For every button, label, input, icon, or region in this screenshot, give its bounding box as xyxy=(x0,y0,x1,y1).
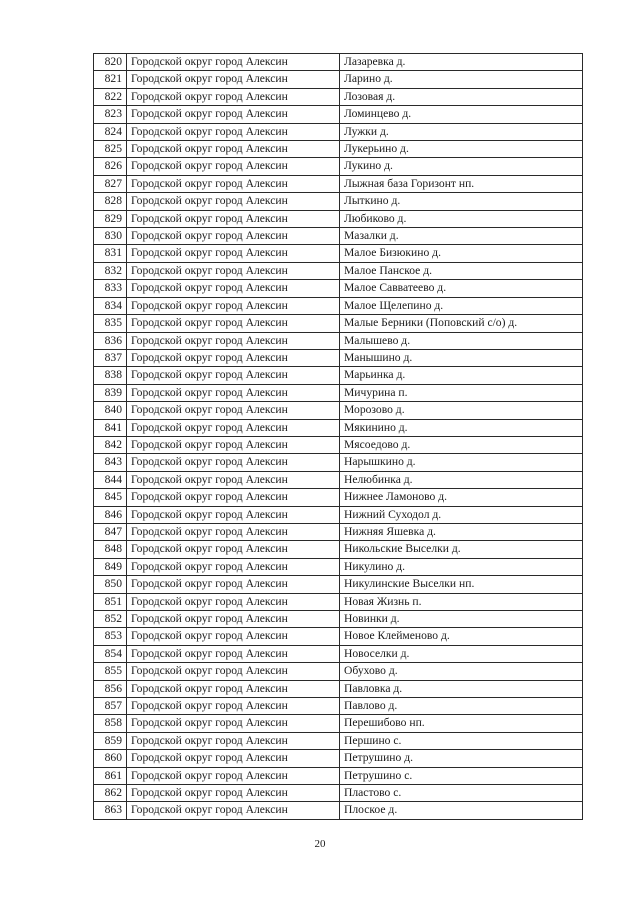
table-row xyxy=(94,767,583,784)
table-row xyxy=(94,54,583,71)
table-row xyxy=(94,280,583,297)
row-number-cell: 852 xyxy=(94,611,127,628)
row-number-cell: 842 xyxy=(94,436,127,453)
settlement-cell: Никольские Выселки д. xyxy=(340,541,583,558)
settlement-cell: Никулино д. xyxy=(340,558,583,575)
table-row xyxy=(94,680,583,697)
settlement-cell: Нижняя Яшевка д. xyxy=(340,523,583,540)
settlement-cell: Малое Панское д. xyxy=(340,262,583,279)
district-cell: Городской округ город Алексин xyxy=(127,349,340,366)
district-cell: Городской округ город Алексин xyxy=(127,88,340,105)
settlement-cell: Малое Бизюкино д. xyxy=(340,245,583,262)
settlement-cell: Новая Жизнь п. xyxy=(340,593,583,610)
district-cell: Городской округ город Алексин xyxy=(127,471,340,488)
settlement-cell: Лукерьино д. xyxy=(340,141,583,158)
table-row xyxy=(94,106,583,123)
district-cell: Городской округ город Алексин xyxy=(127,315,340,332)
table-row xyxy=(94,785,583,802)
row-number-cell: 840 xyxy=(94,402,127,419)
row-number-cell: 851 xyxy=(94,593,127,610)
settlement-cell: Малышево д. xyxy=(340,332,583,349)
row-number-cell: 849 xyxy=(94,558,127,575)
table-row xyxy=(94,419,583,436)
district-cell: Городской округ город Алексин xyxy=(127,523,340,540)
table-row xyxy=(94,715,583,732)
district-cell: Городской округ город Алексин xyxy=(127,436,340,453)
row-number-cell: 831 xyxy=(94,245,127,262)
district-cell: Городской округ город Алексин xyxy=(127,106,340,123)
table-row xyxy=(94,262,583,279)
district-cell: Городской округ город Алексин xyxy=(127,228,340,245)
settlement-cell: Лозовая д. xyxy=(340,88,583,105)
row-number-cell: 860 xyxy=(94,750,127,767)
district-cell: Городской округ город Алексин xyxy=(127,141,340,158)
table-row xyxy=(94,802,583,819)
table-row xyxy=(94,523,583,540)
table-row xyxy=(94,245,583,262)
table-row xyxy=(94,123,583,140)
table-row xyxy=(94,611,583,628)
table-row xyxy=(94,297,583,314)
district-cell: Городской округ город Алексин xyxy=(127,280,340,297)
settlement-cell: Мичурина п. xyxy=(340,384,583,401)
district-cell: Городской округ город Алексин xyxy=(127,210,340,227)
district-cell: Городской округ город Алексин xyxy=(127,506,340,523)
table-row xyxy=(94,506,583,523)
settlement-cell: Павловка д. xyxy=(340,680,583,697)
table-row xyxy=(94,489,583,506)
row-number-cell: 821 xyxy=(94,71,127,88)
row-number-cell: 857 xyxy=(94,698,127,715)
row-number-cell: 833 xyxy=(94,280,127,297)
row-number-cell: 850 xyxy=(94,576,127,593)
row-number-cell: 854 xyxy=(94,645,127,662)
row-number-cell: 839 xyxy=(94,384,127,401)
page-number: 20 xyxy=(314,838,326,850)
settlement-cell: Марьинка д. xyxy=(340,367,583,384)
table-row xyxy=(94,210,583,227)
row-number-cell: 848 xyxy=(94,541,127,558)
row-number-cell: 824 xyxy=(94,123,127,140)
district-cell: Городской округ город Алексин xyxy=(127,767,340,784)
table-row xyxy=(94,558,583,575)
row-number-cell: 827 xyxy=(94,175,127,192)
row-number-cell: 859 xyxy=(94,732,127,749)
district-cell: Городской округ город Алексин xyxy=(127,367,340,384)
settlement-cell: Нелюбинка д. xyxy=(340,471,583,488)
district-cell: Городской округ город Алексин xyxy=(127,489,340,506)
district-cell: Городской округ город Алексин xyxy=(127,576,340,593)
settlement-cell: Лукино д. xyxy=(340,158,583,175)
district-cell: Городской округ город Алексин xyxy=(127,541,340,558)
district-cell: Городской округ город Алексин xyxy=(127,698,340,715)
district-cell: Городской округ город Алексин xyxy=(127,558,340,575)
settlement-cell: Новое Клейменово д. xyxy=(340,628,583,645)
district-cell: Городской округ город Алексин xyxy=(127,402,340,419)
settlement-cell: Мясоедово д. xyxy=(340,436,583,453)
settlement-cell: Любиково д. xyxy=(340,210,583,227)
row-number-cell: 838 xyxy=(94,367,127,384)
district-cell: Городской округ город Алексин xyxy=(127,645,340,662)
district-cell: Городской округ город Алексин xyxy=(127,785,340,802)
table-row xyxy=(94,436,583,453)
row-number-cell: 858 xyxy=(94,715,127,732)
row-number-cell: 834 xyxy=(94,297,127,314)
district-cell: Городской округ город Алексин xyxy=(127,54,340,71)
settlement-cell: Мякинино д. xyxy=(340,419,583,436)
settlement-cell: Нарышкино д. xyxy=(340,454,583,471)
row-number-cell: 863 xyxy=(94,802,127,819)
row-number-cell: 826 xyxy=(94,158,127,175)
row-number-cell: 825 xyxy=(94,141,127,158)
district-cell: Городской округ город Алексин xyxy=(127,628,340,645)
district-cell: Городской округ город Алексин xyxy=(127,732,340,749)
row-number-cell: 862 xyxy=(94,785,127,802)
district-cell: Городской округ город Алексин xyxy=(127,715,340,732)
district-cell: Городской округ город Алексин xyxy=(127,750,340,767)
row-number-cell: 845 xyxy=(94,489,127,506)
row-number-cell: 822 xyxy=(94,88,127,105)
settlement-cell: Петрушино д. xyxy=(340,750,583,767)
table-row xyxy=(94,228,583,245)
district-cell: Городской округ город Алексин xyxy=(127,802,340,819)
settlements-table xyxy=(93,53,583,820)
table-row xyxy=(94,402,583,419)
district-cell: Городской округ город Алексин xyxy=(127,611,340,628)
table-row xyxy=(94,88,583,105)
district-cell: Городской округ город Алексин xyxy=(127,680,340,697)
settlement-cell: Никулинские Выселки нп. xyxy=(340,576,583,593)
row-number-cell: 830 xyxy=(94,228,127,245)
settlement-cell: Лужки д. xyxy=(340,123,583,140)
table-row xyxy=(94,367,583,384)
table-row xyxy=(94,645,583,662)
table-row xyxy=(94,332,583,349)
settlement-cell: Петрушино с. xyxy=(340,767,583,784)
settlement-cell: Мазалки д. xyxy=(340,228,583,245)
district-cell: Городской округ город Алексин xyxy=(127,245,340,262)
table-row xyxy=(94,732,583,749)
district-cell: Городской округ город Алексин xyxy=(127,332,340,349)
settlement-cell: Першино с. xyxy=(340,732,583,749)
row-number-cell: 861 xyxy=(94,767,127,784)
row-number-cell: 846 xyxy=(94,506,127,523)
settlement-cell: Нижний Суходол д. xyxy=(340,506,583,523)
settlement-cell: Павлово д. xyxy=(340,698,583,715)
row-number-cell: 828 xyxy=(94,193,127,210)
row-number-cell: 847 xyxy=(94,523,127,540)
settlement-cell: Малое Щелепино д. xyxy=(340,297,583,314)
table-row xyxy=(94,593,583,610)
district-cell: Городской округ город Алексин xyxy=(127,663,340,680)
settlement-cell: Обухово д. xyxy=(340,663,583,680)
table-body xyxy=(94,54,583,820)
row-number-cell: 823 xyxy=(94,106,127,123)
row-number-cell: 820 xyxy=(94,54,127,71)
settlement-cell: Морозово д. xyxy=(340,402,583,419)
district-cell: Городской округ город Алексин xyxy=(127,384,340,401)
settlement-cell: Малое Савватеево д. xyxy=(340,280,583,297)
table-row xyxy=(94,541,583,558)
row-number-cell: 829 xyxy=(94,210,127,227)
district-cell: Городской округ город Алексин xyxy=(127,158,340,175)
table-row xyxy=(94,628,583,645)
district-cell: Городской округ город Алексин xyxy=(127,123,340,140)
settlement-cell: Манышино д. xyxy=(340,349,583,366)
table-row xyxy=(94,698,583,715)
district-cell: Городской округ город Алексин xyxy=(127,175,340,192)
table-row xyxy=(94,158,583,175)
row-number-cell: 844 xyxy=(94,471,127,488)
row-number-cell: 843 xyxy=(94,454,127,471)
row-number-cell: 835 xyxy=(94,315,127,332)
table-row xyxy=(94,141,583,158)
district-cell: Городской округ город Алексин xyxy=(127,593,340,610)
row-number-cell: 855 xyxy=(94,663,127,680)
settlement-cell: Ломинцево д. xyxy=(340,106,583,123)
settlement-cell: Ларино д. xyxy=(340,71,583,88)
district-cell: Городской округ город Алексин xyxy=(127,71,340,88)
row-number-cell: 832 xyxy=(94,262,127,279)
table-row xyxy=(94,471,583,488)
settlement-cell: Новоселки д. xyxy=(340,645,583,662)
district-cell: Городской округ город Алексин xyxy=(127,193,340,210)
district-cell: Городской округ город Алексин xyxy=(127,454,340,471)
district-cell: Городской округ город Алексин xyxy=(127,262,340,279)
settlement-cell: Плоское д. xyxy=(340,802,583,819)
table-row xyxy=(94,454,583,471)
settlement-cell: Пластово с. xyxy=(340,785,583,802)
settlement-cell: Лыткино д. xyxy=(340,193,583,210)
settlement-cell: Нижнее Ламоново д. xyxy=(340,489,583,506)
district-cell: Городской округ город Алексин xyxy=(127,419,340,436)
settlement-cell: Лазаревка д. xyxy=(340,54,583,71)
table-row xyxy=(94,576,583,593)
settlement-cell: Малые Берники (Поповский с/о) д. xyxy=(340,315,583,332)
row-number-cell: 836 xyxy=(94,332,127,349)
table-row xyxy=(94,349,583,366)
settlement-cell: Новинки д. xyxy=(340,611,583,628)
table-row xyxy=(94,193,583,210)
row-number-cell: 856 xyxy=(94,680,127,697)
table-row xyxy=(94,315,583,332)
table-row xyxy=(94,71,583,88)
table-row xyxy=(94,384,583,401)
district-cell: Городской округ город Алексин xyxy=(127,297,340,314)
table-row xyxy=(94,175,583,192)
settlement-cell: Лыжная база Горизонт нп. xyxy=(340,175,583,192)
row-number-cell: 841 xyxy=(94,419,127,436)
row-number-cell: 853 xyxy=(94,628,127,645)
settlement-cell: Перешибово нп. xyxy=(340,715,583,732)
table-row xyxy=(94,750,583,767)
row-number-cell: 837 xyxy=(94,349,127,366)
table-row xyxy=(94,663,583,680)
